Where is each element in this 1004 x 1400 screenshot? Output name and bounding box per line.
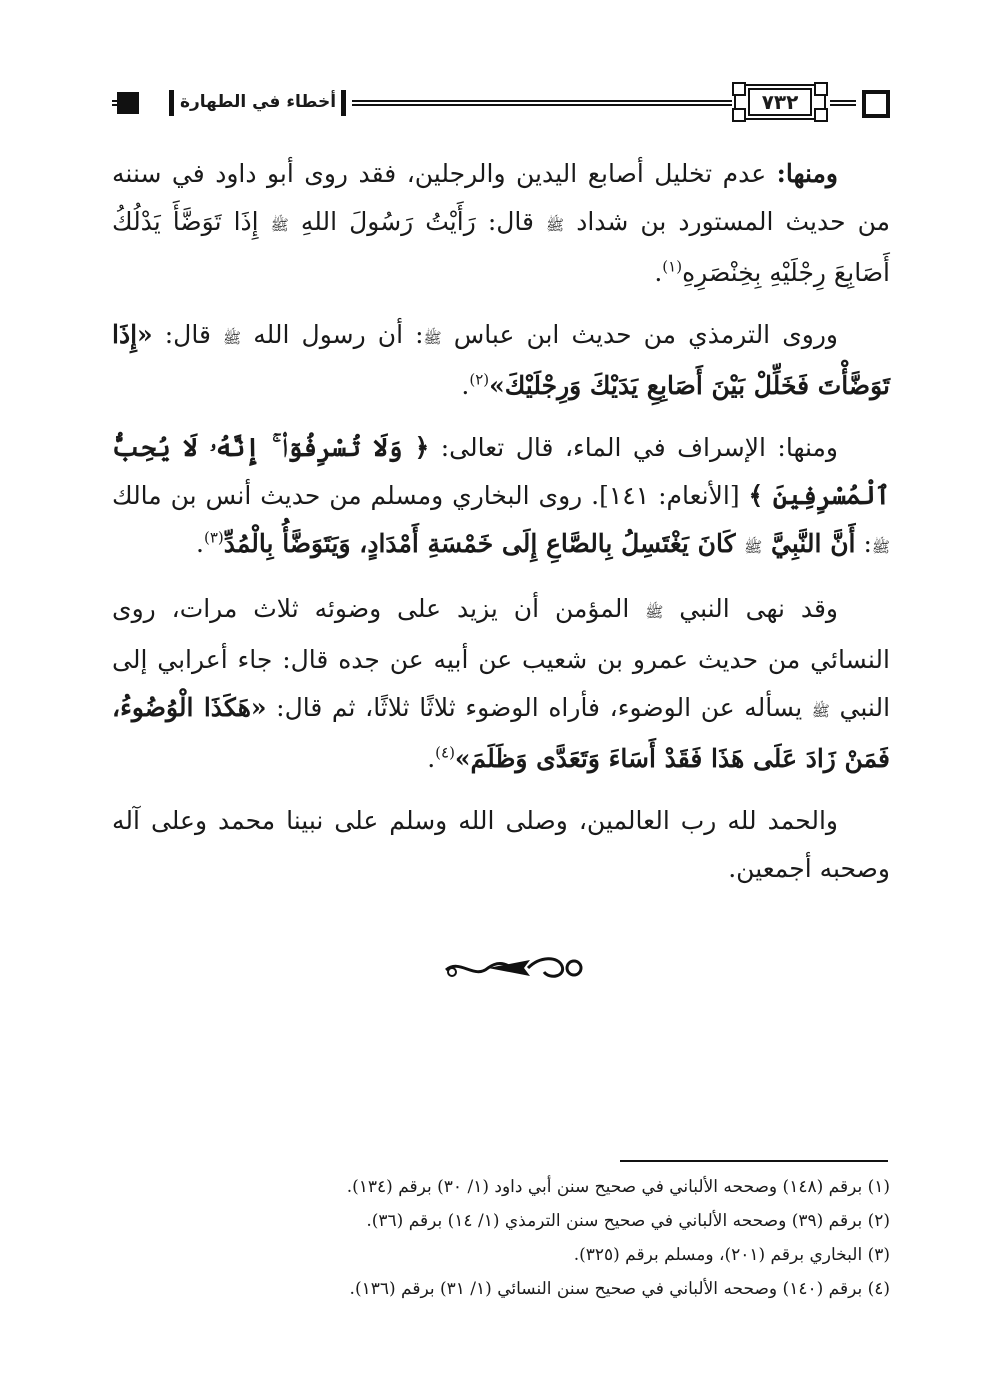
closing-text: والحمد لله رب العالمين، وصلى الله وسلم على نبينا محمد وعلى آله وصحبه أجمعين. — [112, 806, 890, 883]
header-divider-bar — [169, 90, 174, 116]
text-span: . — [196, 529, 204, 558]
text-span: : — [855, 529, 872, 558]
footnote-ref: (٤) — [435, 743, 455, 762]
hadith-quote: أَنَّ النَّبِيَّ — [762, 529, 856, 558]
honorific-glyph: ﷺ — [423, 329, 442, 347]
honorific-glyph: ﷺ — [811, 702, 830, 720]
header-hollow-square-icon — [862, 90, 890, 118]
footnote-3: (٣) البخاري برقم (٢٠١)، ومسلم برقم (٣٢٥). — [573, 1245, 890, 1265]
page-header — [112, 80, 890, 126]
text-span: . — [654, 258, 663, 287]
honorific-glyph: ﷺ — [546, 216, 565, 234]
frame-corner — [732, 108, 746, 122]
footnote-ref: (١) — [662, 257, 683, 276]
footnote-separator — [620, 1160, 888, 1162]
hadith-quote: «إِذَا تَوَضَّأْتَ فَخَلِّلْ بَيْنَ أَصَابِعِ يَدَيْكَ وَرِجْلَيْكَ» — [112, 320, 890, 400]
text-span: قال: رَأَيْتُ رَسُولَ اللهِ — [288, 207, 547, 236]
text-span: قال: — [164, 320, 223, 349]
footnote-4: (٤) برقم (١٤٠) وصححه الألباني في صحيح سنن النسائي (١/ ٣١) برقم (١٣٦). — [349, 1279, 890, 1299]
footnote-1: (١) برقم (١٤٨) وصححه الألباني في صحيح سنن أبي داود (١/ ٣٠) برقم (١٣٤). — [346, 1177, 890, 1197]
hadith-quote: «هَكَذَا الْوُضُوءُ، فَمَنْ زَادَ عَلَى هَذَا فَقَدْ أَسَاءَ وَتَعَدَّى وَظَلَمَ» — [112, 693, 890, 773]
honorific-glyph: ﷺ — [270, 216, 289, 234]
paragraph-4 — [112, 585, 890, 783]
page-number: ٧٣٢ — [761, 90, 799, 114]
honorific-glyph: ﷺ — [744, 538, 763, 556]
footnote-ref: (٢) — [469, 370, 490, 389]
honorific-glyph: ﷺ — [871, 538, 890, 556]
paragraph-2 — [112, 311, 890, 410]
header-rule — [830, 100, 856, 106]
frame-corner — [814, 82, 828, 96]
text-span: [الأنعام: ١٤١]. روى البخاري ومسلم من حديث أنس بن مالك — [112, 481, 749, 510]
text-span: . — [461, 371, 470, 400]
text-span: وقد نهى النبي — [663, 594, 838, 623]
header-divider-bar — [341, 90, 346, 116]
honorific-glyph: ﷺ — [223, 329, 242, 347]
header-solid-square-icon — [117, 92, 139, 114]
text-span: ومنها: الإسراف في الماء، قال تعالى: — [429, 433, 838, 462]
hadith-text: إِذَا تَوَضَّأَ يَدْلُكُ أَصَابِعَ رِجْلَيْهِ بِخِنْصَرِهِ — [112, 207, 890, 287]
honorific-glyph: ﷺ — [645, 603, 664, 621]
paragraph-5 — [112, 797, 890, 893]
paragraph-1 — [112, 150, 890, 297]
text-span: . — [427, 744, 436, 773]
quran-verse: ﴿ وَلَا تُسْرِفُوٓا۟ ۚ إِنَّهُۥ لَا يُحِبُّ ٱلْمُسْرِفِينَ ﴾ — [112, 433, 891, 510]
text-span: وروى الترمذي من حديث ابن عباس — [441, 320, 838, 349]
frame-corner — [814, 108, 828, 122]
running-title: أخطاء في الطهارة — [179, 92, 337, 112]
lead-word: ومنها: — [776, 159, 838, 188]
footnote-ref: (٣) — [203, 528, 224, 547]
paragraph-3 — [112, 424, 890, 571]
hadith-quote: كَانَ يَغْتَسِلُ بِالصَّاعِ إِلَى خَمْسَةِ أَمْدَادٍ، وَيَتَوَضَّأُ بِالْمُدِّ — [223, 529, 745, 558]
main-text — [112, 150, 890, 907]
footnote-2: (٢) برقم (٣٩) وصححه الألباني في صحيح سنن الترمذي (١/ ١٤) برقم (٣٦). — [366, 1211, 890, 1231]
end-ornament-icon — [440, 950, 590, 986]
text-span: يسأله عن الوضوء، فأراه الوضوء ثلاثًا ثلاثًا، ثم قال: — [276, 693, 812, 722]
footnotes — [112, 1170, 890, 1306]
text-span: عدم تخليل أصابع اليدين والرجلين، فقد روى أبو داود في سننه من حديث المستورد بن شداد — [112, 159, 891, 236]
frame-corner — [732, 82, 746, 96]
page-number-frame — [734, 84, 826, 120]
header-rule — [352, 100, 732, 106]
text-span: : أن رسول الله — [241, 320, 424, 349]
text-span: المؤمن أن يزيد على وضوئه ثلاث مرات، روى النسائي من حديث عمرو بن شعيب عن أبيه عن جده قال: جاء أعرابي إلى النبي — [112, 594, 891, 722]
